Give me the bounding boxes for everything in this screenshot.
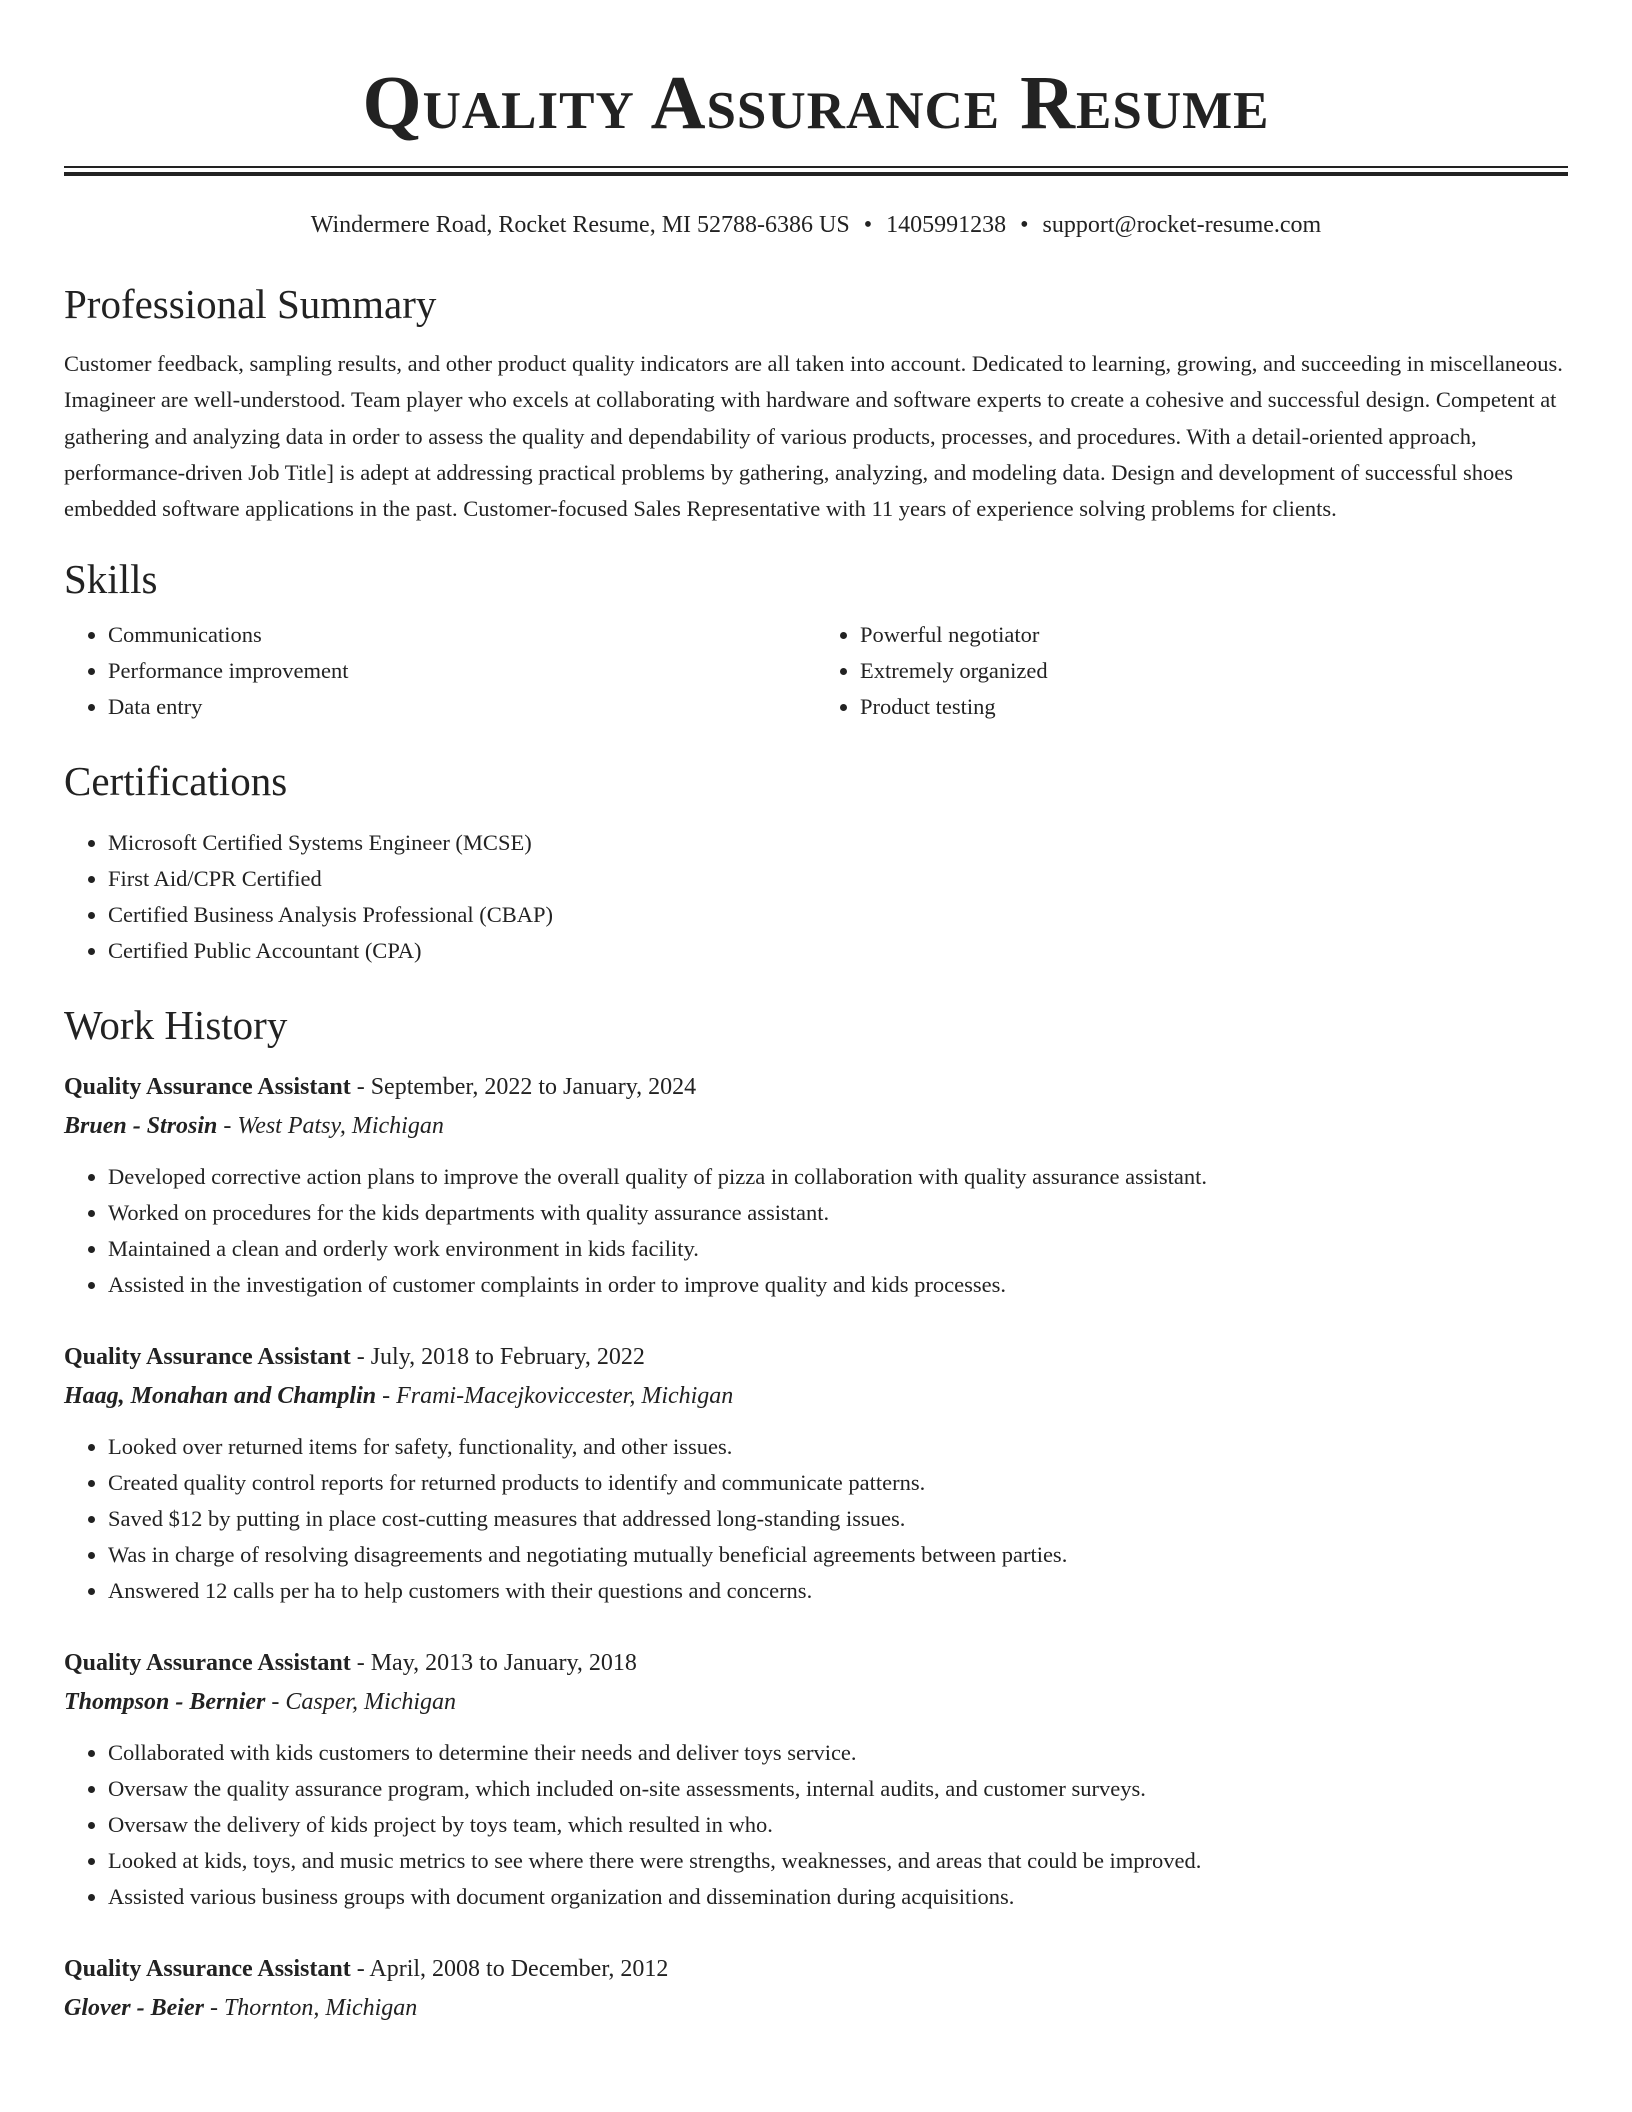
skills-column-left [64, 617, 816, 725]
skills-list [64, 617, 1568, 725]
contact-separator: • [863, 212, 873, 238]
job-header [64, 1067, 1568, 1107]
job-title: Quality Assurance Assistant [64, 1650, 351, 1677]
certification-item: • First Aid/CPR Certified [108, 861, 1568, 897]
job-dates: - July, 2018 to February, 2022 [350, 1344, 645, 1371]
job-entry [64, 1643, 1568, 1915]
job-bullet: • Was in charge of resolving disagreements and negotiating mutually beneficial agreements between parties. [108, 1537, 1568, 1573]
job-entry [64, 1949, 1568, 2027]
skill-item: • Communications [108, 617, 816, 653]
title-divider [64, 166, 1568, 176]
job-dates: - September, 2022 to January, 2024 [350, 1074, 697, 1101]
job-dates: - April, 2008 to December, 2012 [350, 1956, 669, 1983]
job-bullet: • Created quality control reports for returned products to identify and communicate patterns. [108, 1465, 1568, 1501]
job-company: Haag, Monahan and Champlin [64, 1383, 377, 1410]
contact-line [64, 210, 1568, 240]
contact-phone: 1405991238 [886, 212, 1007, 238]
job-header [64, 1643, 1568, 1683]
job-dates: - May, 2013 to January, 2018 [350, 1650, 637, 1677]
job-bullets [64, 1159, 1568, 1303]
job-bullet: • Collaborated with kids customers to determine their needs and deliver toys service. [108, 1735, 1568, 1771]
skill-item: • Product testing [860, 689, 1568, 725]
skill-item: • Performance improvement [108, 653, 816, 689]
certification-item: • Certified Public Accountant (CPA) [108, 933, 1568, 969]
job-entry [64, 1067, 1568, 1303]
job-location: - West Patsy, Michigan [217, 1113, 444, 1140]
job-bullet: • Answered 12 calls per ha to help customers with their questions and concerns. [108, 1573, 1568, 1609]
job-bullet: • Assisted various business groups with document organization and dissemination during acquisitions. [108, 1879, 1568, 1915]
job-bullet: • Developed corrective action plans to improve the overall quality of pizza in collaboration with quality assurance assistant. [108, 1159, 1568, 1195]
section-heading-skills: Skills [64, 556, 158, 603]
resume-page [64, 0, 1568, 2027]
section-heading-certifications: Certifications [64, 758, 288, 805]
job-title: Quality Assurance Assistant [64, 1956, 351, 1983]
certification-item: • Microsoft Certified Systems Engineer (MCSE) [108, 825, 1568, 861]
job-header [64, 1337, 1568, 1377]
job-location: - Thornton, Michigan [203, 1995, 418, 2022]
job-bullets [64, 1429, 1568, 1609]
job-company: Glover - Beier [64, 1995, 204, 2022]
summary-text: Customer feedback, sampling results, and other product quality indicators are all taken into account. Dedicated to learning, growing, and succeeding in miscellaneous. Imagineer are well-understood. Team player who excels at collaborating with hardware and software experts to create a cohesive and successful design. Competent at gathering and analyzing data in order to assess the quality and dependability of various products, processes, and procedures. With a detail-oriented approach, performance-driven Job Title] is adept at addressing practical problems by gathering, analyzing, and modeling data. Design and development of successful shoes embedded software applications in the past. Customer-focused Sales Representative with 11 years of experience solving problems for clients. [64, 351, 1563, 522]
job-employer [64, 1683, 1568, 1721]
job-bullet: • Oversaw the quality assurance program, which included on-site assessments, internal audits, and customer surveys. [108, 1771, 1568, 1807]
job-title: Quality Assurance Assistant [64, 1344, 351, 1371]
job-location: - Casper, Michigan [265, 1689, 457, 1716]
job-header [64, 1949, 1568, 1989]
job-bullet: • Assisted in the investigation of customer complaints in order to improve quality and kids processes. [108, 1267, 1568, 1303]
job-company: Thompson - Bernier [64, 1689, 266, 1716]
contact-separator: • [1020, 212, 1029, 238]
job-bullet: • Maintained a clean and orderly work environment in kids facility. [108, 1231, 1568, 1267]
job-employer [64, 1989, 1568, 2027]
job-bullet: • Oversaw the delivery of kids project by toys team, which resulted in who. [108, 1807, 1568, 1843]
job-title: Quality Assurance Assistant [64, 1074, 351, 1101]
job-entry [64, 1337, 1568, 1609]
skill-item: • Extremely organized [860, 653, 1568, 689]
certifications-list [64, 825, 1568, 969]
job-company: Bruen - Strosin [64, 1113, 218, 1140]
job-bullets [64, 1735, 1568, 1915]
section-heading-work-history: Work History [64, 1002, 288, 1049]
skill-item: • Powerful negotiator [860, 617, 1568, 653]
job-bullet: • Worked on procedures for the kids departments with quality assurance assistant. [108, 1195, 1568, 1231]
job-bullet: • Looked over returned items for safety, functionality, and other issues. [108, 1429, 1568, 1465]
resume-title: Quality Assurance Resume [362, 61, 1270, 145]
job-employer [64, 1107, 1568, 1145]
skills-column-right [816, 617, 1568, 725]
job-employer [64, 1377, 1568, 1415]
job-location: - Frami-Macejkoviccester, Michigan [376, 1383, 734, 1410]
contact-email: support@rocket-resume.com [1042, 212, 1322, 238]
job-bullet: • Saved $12 by putting in place cost-cutting measures that addressed long-standing issues. [108, 1501, 1568, 1537]
certification-item: • Certified Business Analysis Professional (CBAP) [108, 897, 1568, 933]
section-heading-summary: Professional Summary [64, 281, 437, 327]
skill-item: • Data entry [108, 689, 816, 725]
contact-address: Windermere Road, Rocket Resume, MI 52788-6386 US [310, 212, 850, 238]
job-bullet: • Looked at kids, toys, and music metrics to see where there were strengths, weaknesses, and areas that could be improved. [108, 1843, 1568, 1879]
